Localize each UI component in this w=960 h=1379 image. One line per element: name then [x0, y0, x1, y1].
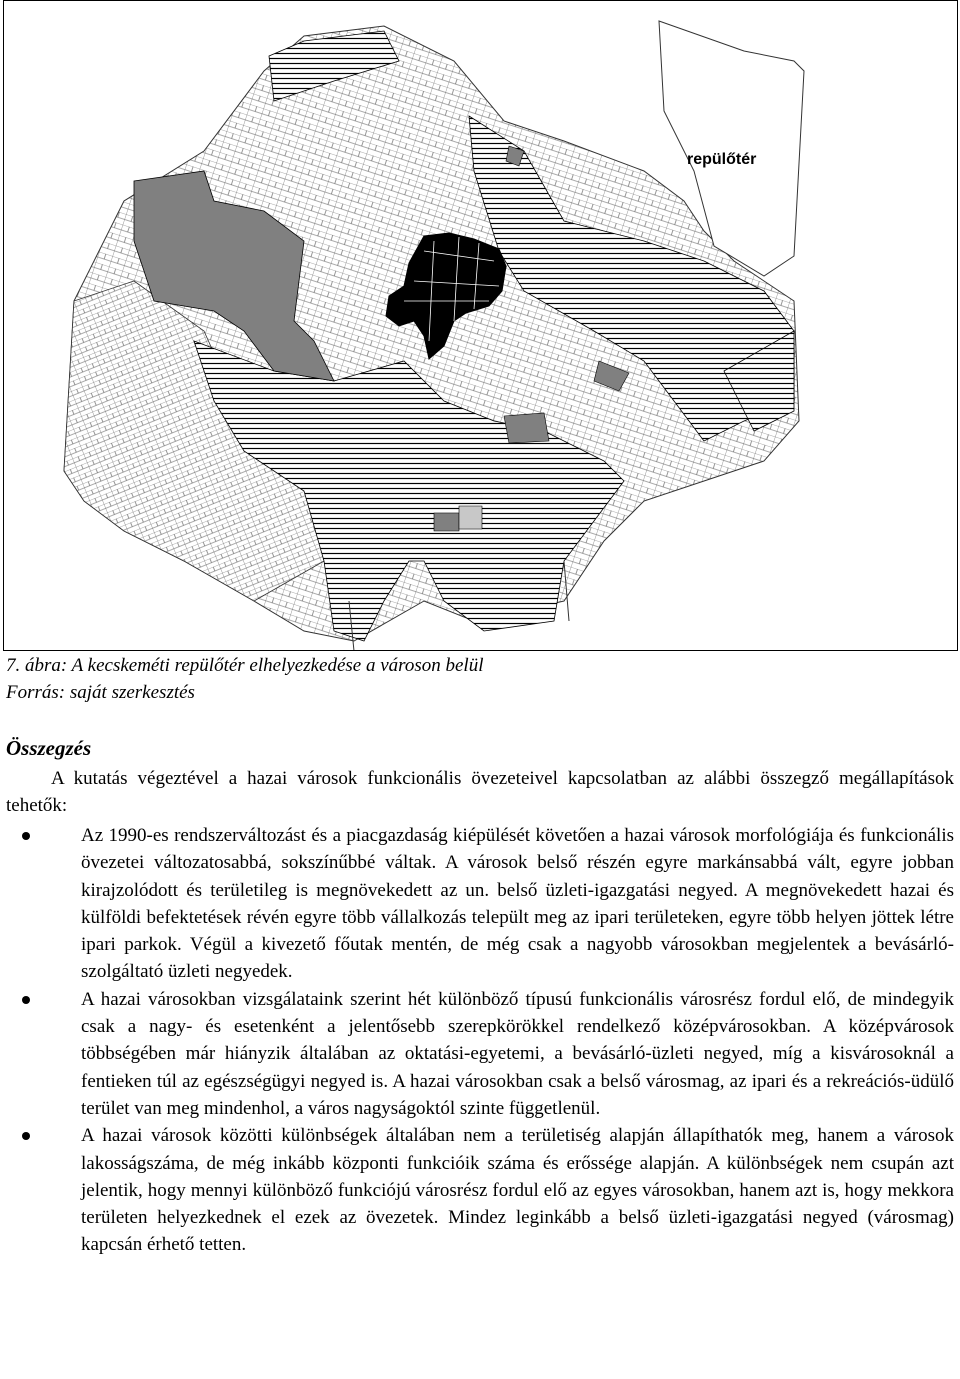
list-item: [6, 822, 954, 986]
figure-caption: 7. ábra: A kecskeméti repülőtér elhelyezkedése a városon belül: [6, 655, 484, 676]
bullet-icon: [22, 832, 30, 840]
city-map: [3, 0, 958, 651]
intro-paragraph: A kutatás végeztével a hazai városok funkcionális övezeteivel kapcsolatban az alábbi összegző megállapítások tehetők:: [6, 768, 954, 816]
list-item-text: Az 1990-es rendszerváltozást és a piacgazdaság kiépülését követően a hazai városok morfológiája és funkcionális övezetei változatosabbá, sokszínűbbé váltak. A városok belső részén egyre markánsabbá vált, egyre jobban kirajzolódott és területileg is megnövekedett az un. belső üzleti-igazgatási negyed. A megnövekedett hazai és külföldi befektetések révén egyre több vállalkozás települt meg az ipari területeken, egyre több helyen jöttek létre ipari parkok. Végül a kivezető főutak mentén, de még csak a nagyobb városokban megjelentek a bevásárló-szolgáltató üzleti negyedek.: [81, 825, 954, 983]
section-heading: Összegzés: [6, 736, 92, 760]
lightgrey-zone: [459, 506, 482, 529]
bullet-icon: [22, 1132, 30, 1140]
figure-source: Forrás: saját szerkesztés: [6, 682, 195, 703]
city-map-drawing: [4, 1, 958, 651]
list-item-text: A hazai városokban vizsgálataink szerint hét különböző típusú funkcionális városrész fordul elő, de mindegyik csak a nagy- és esetenként a jelentősebb szerepkörökkel rendelkező középvárosokban. A középvárosok többségében már hiányzik általában az oktatási-egyetemi, a bevásárló-üzleti negyed, míg a kisvárosoknál a fentieken túl az egészségügyi negyed is. A hazai városokban csak a belső városmag, az ipari és a rekreációs-üdülő terület van meg mindenhol, a város nagyságoktól szinte függetlenül.: [81, 988, 954, 1119]
list-item: [6, 986, 954, 1122]
list-item: [6, 1122, 954, 1258]
grey-zone-small-2: [504, 413, 549, 443]
list-item-text: A hazai városok közötti különbségek általában nem a területiség alapján állapíthatók meg, hanem a városok lakosságszáma, de még inkább központi funkcióik száma és erőssége alapján. A különbségek nem csupán azt jelentik, hogy mennyi különböző funkciójú városrész fordul elő az egyes városokban, hanem azt is, hogy mekkora területen helyezkednek el ezek az övezetek. Mindez leginkább a belső üzleti-igazgatási negyed (városmag) kapcsán érhető tetten.: [81, 1125, 954, 1256]
summary-list: [6, 822, 954, 1259]
bullet-icon: [22, 996, 30, 1004]
grey-zone-small-3: [434, 513, 459, 531]
map-label-airport: repülőtér: [687, 151, 757, 168]
